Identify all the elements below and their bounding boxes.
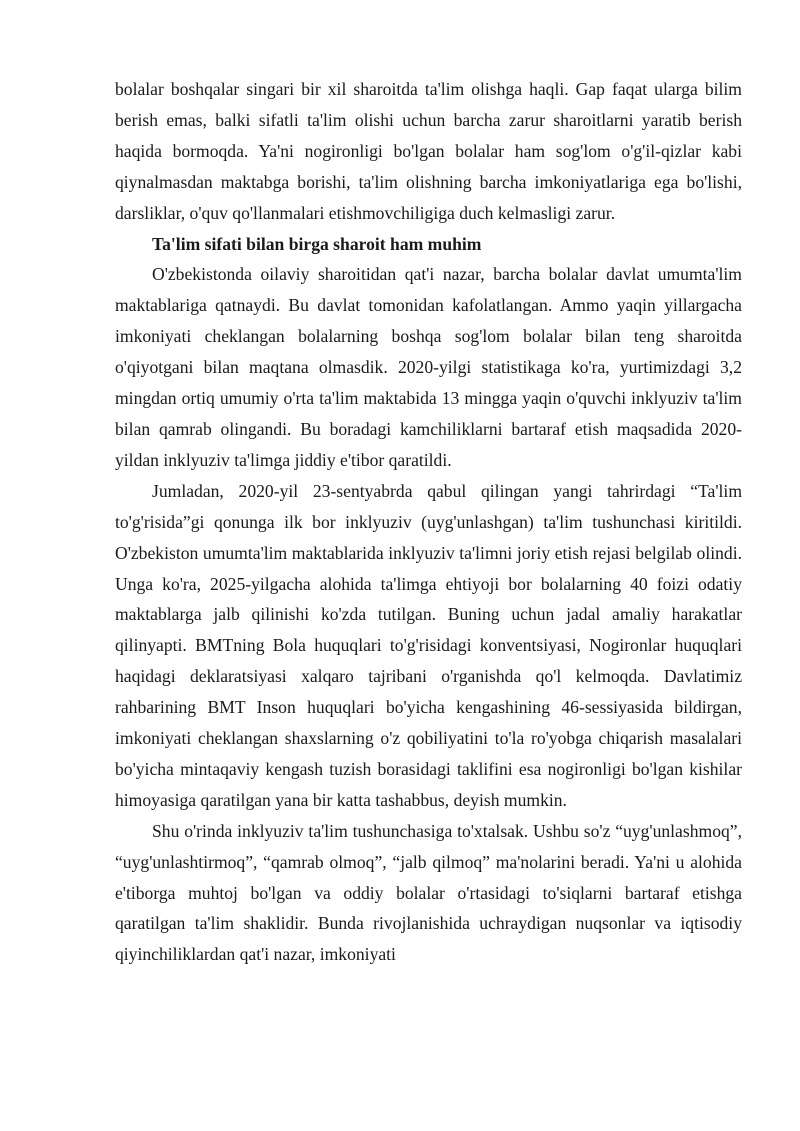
paragraph-definition: Shu o'rinda inklyuziv ta'lim tushunchasiga to'xtalsak. Ushbu so'z “uyg'unlashmoq”, “uyg'unlashtirmoq”, “qamrab olmoq”, “jalb qilmoq” ma'nolarini beradi. Ya'ni u alohida e'tiborga muhtoj bo'lgan va oddiy bolalar o'rtasidagi to'siqlarni bartaraf etishga qaratilgan ta'lim shaklidir. Bunda rivojlanishida uchraydigan nuqsonlar va iqtisodiy qiyinchiliklardan qat'i nazar, imkoniyati [115, 820, 742, 965]
section-heading: Ta'lim sifati bilan birga sharoit ham muhim [152, 233, 482, 254]
paragraph-continuation: bolalar boshqalar singari bir xil sharoitda ta'lim olishga haqli. Gap faqat ularga bilim berish emas, balki sifatli ta'lim olishi uchun barcha zarur sharoitlarni yaratib berish haqida bormoqda. Ya'ni nogironligi bo'lgan bolalar ham sog'lom o'g'il-qizlar kabi qiynalmasdan maktabga borishi, ta'lim olishning barcha imkoniyatlariga ega bo'lishi, darsliklar, o'quv qo'llanmalari etishmovchiligiga duch kelmasligi zarur. [115, 79, 742, 223]
paragraph-law: Jumladan, 2020-yil 23-sentyabrda qabul qilingan yangi tahrirdagi “Ta'lim to'g'risida”gi qonunga ilk bor inklyuziv (uyg'unlashgan) ta'lim tushunchasi kiritildi. O'zbekiston umumta'lim maktablarida inklyuziv ta'limni joriy etish rejasi belgilab olindi. Unga ko'ra, 2025-yilgacha alohida ta'limga ehtiyoji bor bolalarning 40 foizi odatiy maktablarga jalb qilinishi ko'zda tutilgan. Buning uchun jadal amaliy harakatlar qilinyapti. BMTning Bola huquqlari to'g'risidagi konventsiyasi, Nogironlar huquqlari haqidagi deklaratsiyasi xalqaro tajribani o'rganishda qo'l kelmoqda. Davlatimiz rahbarining BMT Inson huquqlari bo'yicha kengashining 46-sessiyasida bildirgan, imkoniyati cheklangan shaxslarning o'z qobiliyatini to'la ro'yobga chiqarish masalalari bo'yicha mintaqaviy kengash tuzish borasidagi taklifini esa nogironligi bo'lgan kishilar himoyasiga qaratilgan yana bir katta tashabbus, deyish mumkin. [115, 480, 742, 810]
document-page [115, 74, 742, 970]
paragraph-statistics: O'zbekistonda oilaviy sharoitidan qat'i nazar, barcha bolalar davlat umumta'lim maktablariga qatnaydi. Bu davlat tomonidan kafolatlangan. Ammo yaqin yillargacha imkoniyati cheklangan bolalarning boshqa sog'lom bolalar bilan teng sharoitda o'qiyotgani bilan maqtana olmasdik. 2020-yilgi statistikaga ko'ra, yurtimizdagi 3,2 mingdan ortiq umumiy o'rta ta'lim maktabida 13 mingga yaqin o'quvchi inklyuziv ta'lim bilan qamrab olingandi. Bu boradagi kamchiliklarni bartaraf etish maqsadida 2020-yildan inklyuziv ta'limga jiddiy e'tibor qaratildi. [115, 264, 742, 470]
